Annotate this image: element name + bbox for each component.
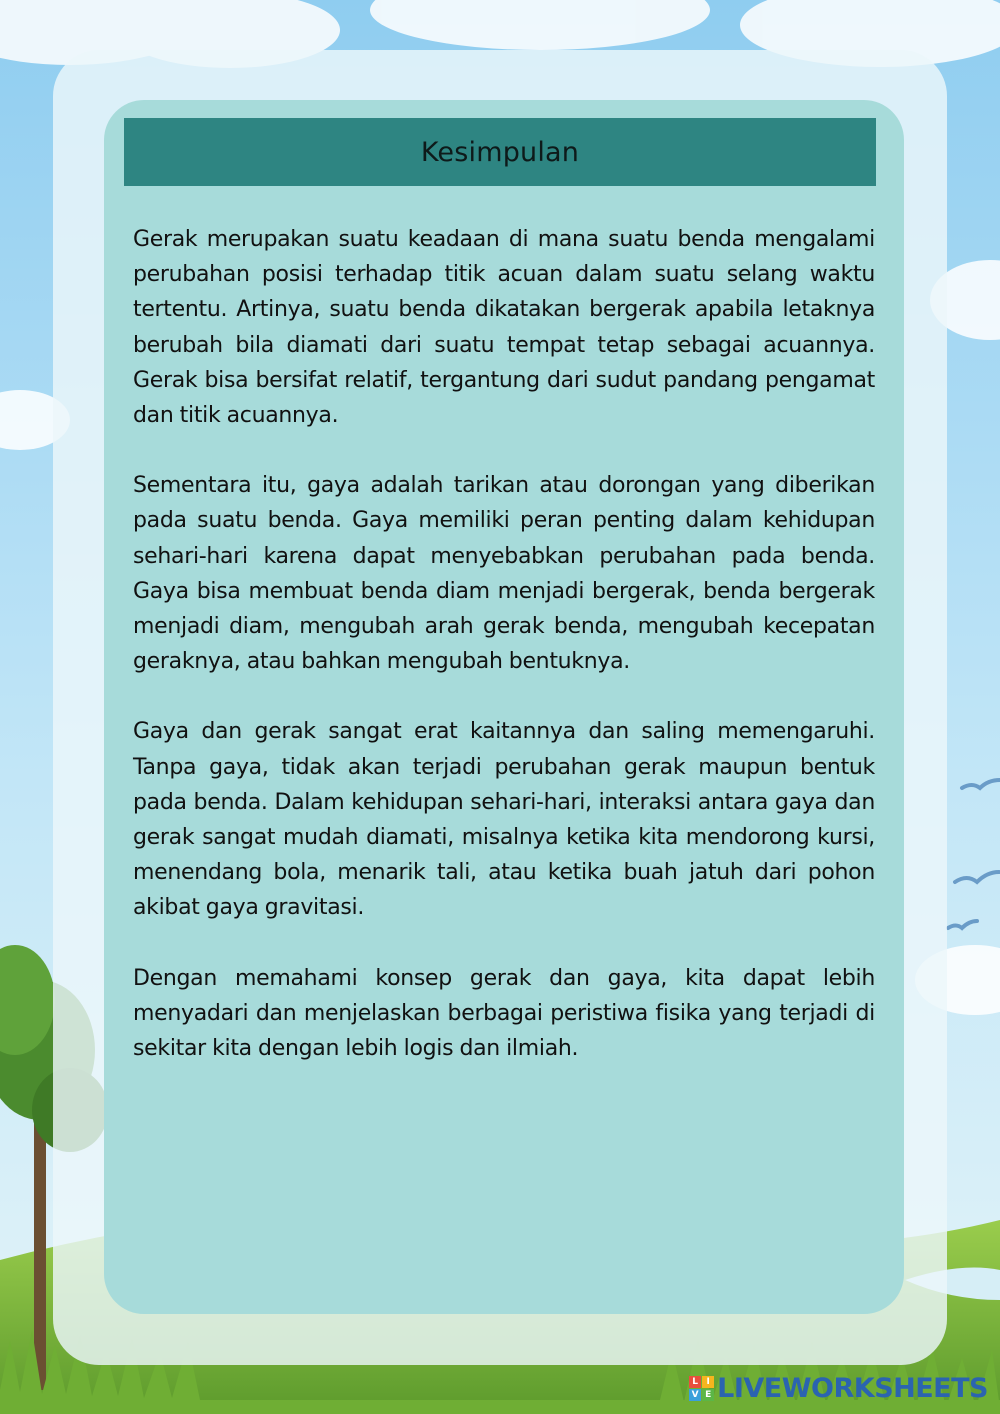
paragraph-2: Sementara itu, gaya adalah tarikan atau dorongan yang diberikan pada suatu benda. Gaya memiliki peran penting dalam kehidupan sehari-hari karena dapat menyebabkan perubahan pada benda. Gaya bisa membuat benda diam menjadi bergerak, benda bergerak menjadi diam, mengubah arah gerak benda, mengubah kecepatan geraknya, atau bahkan mengubah bentuknya.	[133, 473, 875, 675]
page-title: Kesimpulan	[420, 136, 580, 168]
logo-letter: E	[702, 1389, 714, 1401]
liveworksheets-logo-icon	[689, 1376, 714, 1401]
logo-letter: V	[689, 1389, 701, 1401]
logo-letter: L	[689, 1376, 701, 1388]
paragraph-4: Dengan memahami konsep gerak dan gaya, kita dapat lebih menyadari dan menjelaskan berbagai peristiwa fisika yang terjadi di sekitar kita dengan lebih logis dan ilmiah.	[133, 965, 875, 1062]
paragraph-3: Gaya dan gerak sangat erat kaitannya dan saling memengaruhi. Tanpa gaya, tidak akan terjadi perubahan gerak maupun bentuk pada benda. Dalam kehidupan sehari-hari, interaksi antara gaya dan gerak sangat mudah diamati, misalnya ketika kita mendorong kursi, menendang bola, menarik tali, atau ketika buah jatuh dari pohon akibat gaya gravitasi.	[133, 719, 875, 921]
liveworksheets-brand	[689, 1373, 988, 1404]
logo-letter: I	[702, 1376, 714, 1388]
brand-text: LIVEWORKSHEETS	[717, 1373, 988, 1404]
paragraph-1: Gerak merupakan suatu keadaan di mana suatu benda mengalami perubahan posisi terhadap titik acuan dalam suatu selang waktu tertentu. Artinya, suatu benda dikatakan bergerak apabila letaknya berubah bila diamati dari suatu tempat tetap sebagai acuannya. Gerak bisa bersifat relatif, tergantung dari sudut pandang pengamat dan titik acuannya.	[133, 227, 875, 429]
title-bar	[124, 118, 876, 186]
conclusion-text	[133, 222, 875, 1101]
